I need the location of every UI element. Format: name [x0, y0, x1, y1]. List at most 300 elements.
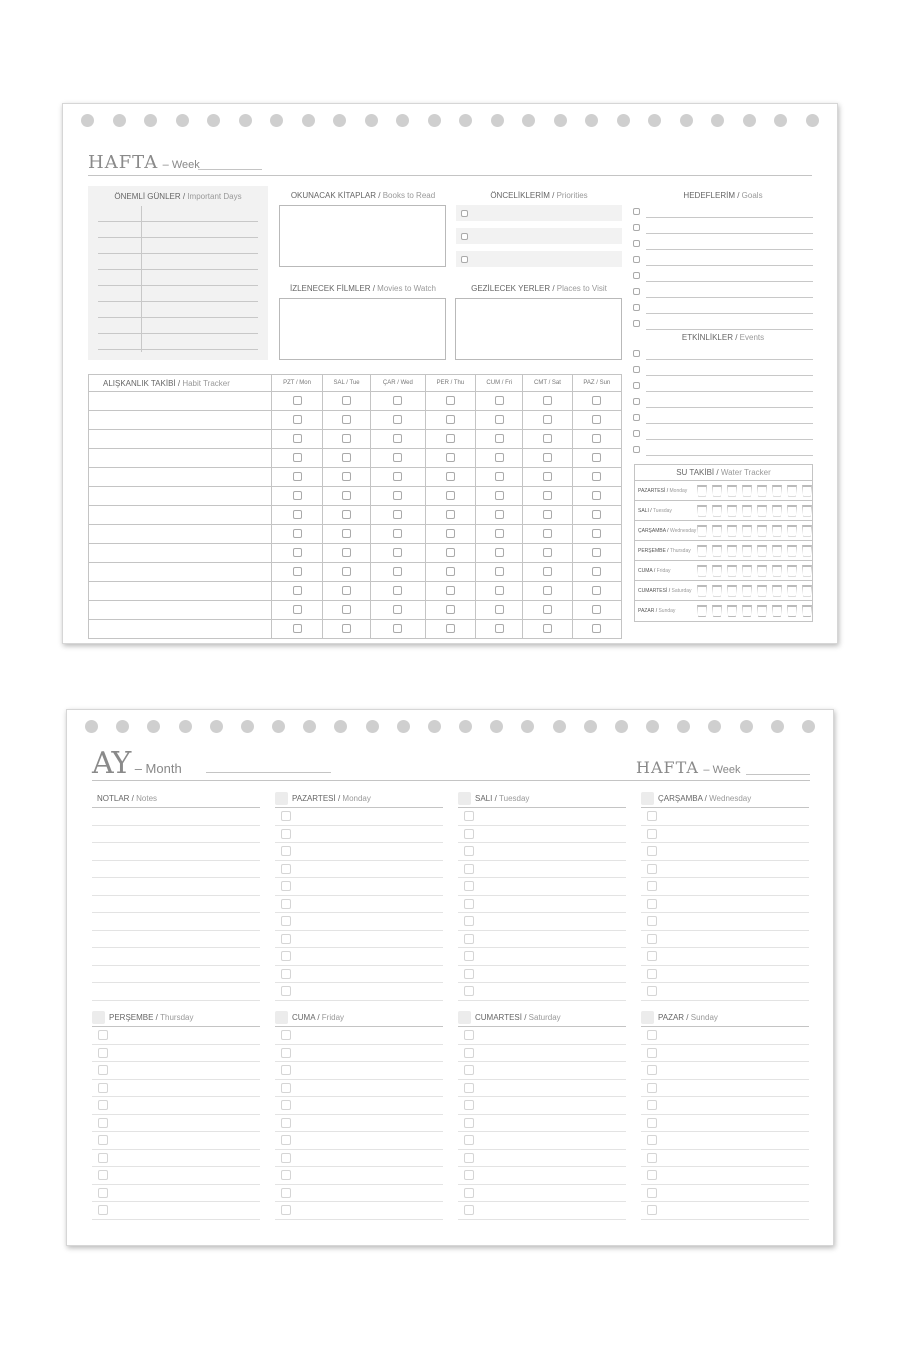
task-checkbox[interactable]	[647, 951, 657, 961]
task-checkbox[interactable]	[464, 899, 474, 909]
habit-checkbox[interactable]	[495, 529, 504, 538]
habit-checkbox[interactable]	[342, 510, 351, 519]
habit-name-cell[interactable]	[89, 392, 272, 411]
task-checkbox[interactable]	[464, 1170, 474, 1180]
habit-checkbox[interactable]	[393, 548, 402, 557]
important-day-row[interactable]	[98, 302, 258, 318]
water-glass-icon[interactable]	[757, 605, 767, 617]
habit-name-cell[interactable]	[89, 430, 272, 449]
task-checkbox[interactable]	[647, 1135, 657, 1145]
habit-checkbox[interactable]	[446, 529, 455, 538]
task-checkbox[interactable]	[98, 1205, 108, 1215]
checkbox[interactable]	[633, 350, 640, 357]
month-name-line[interactable]	[206, 772, 331, 773]
water-glass-icon[interactable]	[802, 605, 812, 617]
habit-checkbox[interactable]	[592, 491, 601, 500]
water-glass-icon[interactable]	[772, 545, 782, 557]
water-glass-icon[interactable]	[757, 525, 767, 537]
checkbox[interactable]	[461, 210, 468, 217]
task-checkbox[interactable]	[464, 1205, 474, 1215]
habit-name-cell[interactable]	[89, 601, 272, 620]
habit-checkbox[interactable]	[446, 605, 455, 614]
habit-checkbox[interactable]	[592, 472, 601, 481]
habit-checkbox[interactable]	[293, 434, 302, 443]
water-glass-icon[interactable]	[712, 585, 722, 597]
water-glass-icon[interactable]	[697, 605, 707, 617]
habit-checkbox[interactable]	[543, 548, 552, 557]
note-line[interactable]	[92, 861, 260, 879]
water-glass-icon[interactable]	[787, 545, 797, 557]
habit-checkbox[interactable]	[543, 415, 552, 424]
goal-line[interactable]	[646, 218, 813, 234]
habit-checkbox[interactable]	[495, 510, 504, 519]
note-line[interactable]	[92, 826, 260, 844]
event-line[interactable]	[646, 344, 813, 360]
task-checkbox[interactable]	[281, 811, 291, 821]
event-item[interactable]	[633, 424, 813, 440]
task-checkbox[interactable]	[281, 846, 291, 856]
habit-checkbox[interactable]	[592, 434, 601, 443]
habit-name-cell[interactable]	[89, 620, 272, 639]
habit-checkbox[interactable]	[393, 472, 402, 481]
important-day-row[interactable]	[98, 238, 258, 254]
habit-checkbox[interactable]	[293, 472, 302, 481]
water-glass-icon[interactable]	[787, 605, 797, 617]
checkbox[interactable]	[633, 304, 640, 311]
task-checkbox[interactable]	[647, 846, 657, 856]
task-checkbox[interactable]	[281, 1188, 291, 1198]
event-line[interactable]	[646, 408, 813, 424]
habit-checkbox[interactable]	[446, 510, 455, 519]
goal-item[interactable]	[633, 314, 813, 330]
water-glass-icon[interactable]	[742, 565, 752, 577]
goal-line[interactable]	[646, 202, 813, 218]
habit-checkbox[interactable]	[543, 491, 552, 500]
habit-checkbox[interactable]	[543, 567, 552, 576]
task-checkbox[interactable]	[647, 1153, 657, 1163]
task-checkbox[interactable]	[464, 1048, 474, 1058]
water-glass-icon[interactable]	[697, 585, 707, 597]
event-line[interactable]	[646, 360, 813, 376]
habit-checkbox[interactable]	[543, 586, 552, 595]
habit-checkbox[interactable]	[592, 548, 601, 557]
habit-checkbox[interactable]	[446, 548, 455, 557]
habit-checkbox[interactable]	[495, 472, 504, 481]
habit-checkbox[interactable]	[293, 491, 302, 500]
task-checkbox[interactable]	[647, 969, 657, 979]
water-glass-icon[interactable]	[742, 605, 752, 617]
water-glass-icon[interactable]	[727, 505, 737, 517]
water-glass-icon[interactable]	[742, 485, 752, 497]
task-checkbox[interactable]	[98, 1153, 108, 1163]
water-glass-icon[interactable]	[727, 565, 737, 577]
habit-checkbox[interactable]	[495, 491, 504, 500]
note-line[interactable]	[92, 931, 260, 949]
habit-checkbox[interactable]	[393, 529, 402, 538]
task-checkbox[interactable]	[647, 934, 657, 944]
checkbox[interactable]	[633, 430, 640, 437]
task-checkbox[interactable]	[98, 1030, 108, 1040]
event-item[interactable]	[633, 440, 813, 456]
task-checkbox[interactable]	[281, 1153, 291, 1163]
note-line[interactable]	[92, 983, 260, 1001]
task-checkbox[interactable]	[647, 1205, 657, 1215]
habit-checkbox[interactable]	[393, 586, 402, 595]
day-checkbox[interactable]	[275, 1011, 288, 1024]
task-checkbox[interactable]	[281, 969, 291, 979]
habit-name-cell[interactable]	[89, 525, 272, 544]
habit-checkbox[interactable]	[592, 510, 601, 519]
note-line[interactable]	[92, 896, 260, 914]
habit-checkbox[interactable]	[293, 529, 302, 538]
habit-checkbox[interactable]	[342, 605, 351, 614]
task-checkbox[interactable]	[647, 899, 657, 909]
water-glass-icon[interactable]	[697, 505, 707, 517]
habit-checkbox[interactable]	[393, 396, 402, 405]
habit-checkbox[interactable]	[592, 396, 601, 405]
habit-checkbox[interactable]	[293, 453, 302, 462]
water-glass-icon[interactable]	[802, 505, 812, 517]
task-checkbox[interactable]	[98, 1118, 108, 1128]
checkbox[interactable]	[633, 398, 640, 405]
habit-checkbox[interactable]	[592, 586, 601, 595]
event-item[interactable]	[633, 392, 813, 408]
important-day-row[interactable]	[98, 318, 258, 334]
goal-line[interactable]	[646, 250, 813, 266]
checkbox[interactable]	[633, 382, 640, 389]
event-line[interactable]	[646, 440, 813, 456]
habit-name-cell[interactable]	[89, 468, 272, 487]
water-glass-icon[interactable]	[772, 485, 782, 497]
day-checkbox[interactable]	[458, 792, 471, 805]
habit-name-cell[interactable]	[89, 544, 272, 563]
task-checkbox[interactable]	[464, 1135, 474, 1145]
habit-checkbox[interactable]	[543, 396, 552, 405]
day-checkbox[interactable]	[458, 1011, 471, 1024]
water-glass-icon[interactable]	[742, 505, 752, 517]
habit-checkbox[interactable]	[592, 624, 601, 633]
task-checkbox[interactable]	[647, 1048, 657, 1058]
goal-item[interactable]	[633, 282, 813, 298]
task-checkbox[interactable]	[647, 1188, 657, 1198]
goal-line[interactable]	[646, 282, 813, 298]
task-checkbox[interactable]	[281, 864, 291, 874]
task-checkbox[interactable]	[647, 811, 657, 821]
task-checkbox[interactable]	[647, 1100, 657, 1110]
habit-checkbox[interactable]	[393, 605, 402, 614]
habit-checkbox[interactable]	[293, 510, 302, 519]
water-glass-icon[interactable]	[712, 565, 722, 577]
goal-line[interactable]	[646, 298, 813, 314]
task-checkbox[interactable]	[281, 1048, 291, 1058]
priority-item[interactable]	[456, 251, 622, 267]
task-checkbox[interactable]	[281, 1135, 291, 1145]
task-checkbox[interactable]	[647, 864, 657, 874]
checkbox[interactable]	[633, 256, 640, 263]
task-checkbox[interactable]	[281, 899, 291, 909]
habit-checkbox[interactable]	[543, 472, 552, 481]
checkbox[interactable]	[633, 414, 640, 421]
habit-checkbox[interactable]	[342, 434, 351, 443]
task-checkbox[interactable]	[464, 1030, 474, 1040]
water-glass-icon[interactable]	[802, 525, 812, 537]
event-line[interactable]	[646, 424, 813, 440]
water-glass-icon[interactable]	[697, 485, 707, 497]
water-glass-icon[interactable]	[757, 545, 767, 557]
task-checkbox[interactable]	[281, 986, 291, 996]
task-checkbox[interactable]	[281, 881, 291, 891]
task-checkbox[interactable]	[281, 1118, 291, 1128]
event-item[interactable]	[633, 360, 813, 376]
places-box[interactable]	[455, 298, 622, 360]
task-checkbox[interactable]	[464, 1188, 474, 1198]
important-day-row[interactable]	[98, 286, 258, 302]
task-checkbox[interactable]	[281, 1100, 291, 1110]
habit-checkbox[interactable]	[495, 453, 504, 462]
habit-checkbox[interactable]	[393, 567, 402, 576]
habit-checkbox[interactable]	[393, 510, 402, 519]
water-glass-icon[interactable]	[712, 605, 722, 617]
task-checkbox[interactable]	[464, 846, 474, 856]
task-checkbox[interactable]	[647, 1170, 657, 1180]
checkbox[interactable]	[633, 224, 640, 231]
task-checkbox[interactable]	[647, 916, 657, 926]
habit-checkbox[interactable]	[592, 529, 601, 538]
day-checkbox[interactable]	[92, 1011, 105, 1024]
habit-checkbox[interactable]	[592, 605, 601, 614]
water-glass-icon[interactable]	[787, 485, 797, 497]
task-checkbox[interactable]	[464, 1065, 474, 1075]
habit-checkbox[interactable]	[543, 510, 552, 519]
day-checkbox[interactable]	[641, 792, 654, 805]
important-day-row[interactable]	[98, 206, 258, 222]
checkbox[interactable]	[633, 272, 640, 279]
water-glass-icon[interactable]	[802, 565, 812, 577]
event-line[interactable]	[646, 392, 813, 408]
habit-checkbox[interactable]	[293, 605, 302, 614]
task-checkbox[interactable]	[647, 829, 657, 839]
water-glass-icon[interactable]	[772, 525, 782, 537]
priority-item[interactable]	[456, 205, 622, 221]
task-checkbox[interactable]	[464, 864, 474, 874]
checkbox[interactable]	[633, 446, 640, 453]
habit-name-cell[interactable]	[89, 582, 272, 601]
event-item[interactable]	[633, 376, 813, 392]
habit-name-cell[interactable]	[89, 487, 272, 506]
task-checkbox[interactable]	[98, 1135, 108, 1145]
task-checkbox[interactable]	[647, 1065, 657, 1075]
task-checkbox[interactable]	[464, 969, 474, 979]
checkbox[interactable]	[461, 256, 468, 263]
task-checkbox[interactable]	[98, 1048, 108, 1058]
checkbox[interactable]	[461, 233, 468, 240]
goal-line[interactable]	[646, 266, 813, 282]
habit-checkbox[interactable]	[393, 415, 402, 424]
water-glass-icon[interactable]	[772, 565, 782, 577]
task-checkbox[interactable]	[98, 1188, 108, 1198]
day-checkbox[interactable]	[275, 792, 288, 805]
task-checkbox[interactable]	[98, 1083, 108, 1093]
habit-checkbox[interactable]	[495, 434, 504, 443]
task-checkbox[interactable]	[464, 986, 474, 996]
habit-checkbox[interactable]	[495, 586, 504, 595]
habit-checkbox[interactable]	[495, 624, 504, 633]
water-glass-icon[interactable]	[787, 525, 797, 537]
water-glass-icon[interactable]	[712, 545, 722, 557]
habit-checkbox[interactable]	[342, 491, 351, 500]
note-line[interactable]	[92, 843, 260, 861]
goal-item[interactable]	[633, 266, 813, 282]
task-checkbox[interactable]	[98, 1170, 108, 1180]
habit-checkbox[interactable]	[393, 491, 402, 500]
habit-checkbox[interactable]	[446, 624, 455, 633]
water-glass-icon[interactable]	[757, 585, 767, 597]
habit-checkbox[interactable]	[592, 453, 601, 462]
habit-checkbox[interactable]	[446, 396, 455, 405]
checkbox[interactable]	[633, 366, 640, 373]
habit-checkbox[interactable]	[293, 548, 302, 557]
habit-checkbox[interactable]	[293, 415, 302, 424]
water-glass-icon[interactable]	[757, 565, 767, 577]
habit-checkbox[interactable]	[446, 567, 455, 576]
event-line[interactable]	[646, 376, 813, 392]
habit-checkbox[interactable]	[543, 624, 552, 633]
task-checkbox[interactable]	[98, 1100, 108, 1110]
habit-checkbox[interactable]	[293, 586, 302, 595]
task-checkbox[interactable]	[464, 916, 474, 926]
goal-item[interactable]	[633, 218, 813, 234]
water-glass-icon[interactable]	[772, 585, 782, 597]
goal-item[interactable]	[633, 250, 813, 266]
habit-checkbox[interactable]	[446, 491, 455, 500]
note-line[interactable]	[92, 948, 260, 966]
habit-name-cell[interactable]	[89, 411, 272, 430]
water-glass-icon[interactable]	[757, 505, 767, 517]
goal-item[interactable]	[633, 234, 813, 250]
books-box[interactable]	[279, 205, 446, 267]
habit-checkbox[interactable]	[592, 415, 601, 424]
habit-checkbox[interactable]	[495, 415, 504, 424]
task-checkbox[interactable]	[647, 986, 657, 996]
habit-checkbox[interactable]	[495, 396, 504, 405]
habit-checkbox[interactable]	[342, 586, 351, 595]
habit-checkbox[interactable]	[393, 624, 402, 633]
water-glass-icon[interactable]	[787, 565, 797, 577]
task-checkbox[interactable]	[281, 1065, 291, 1075]
habit-checkbox[interactable]	[342, 548, 351, 557]
task-checkbox[interactable]	[281, 1030, 291, 1040]
day-checkbox[interactable]	[641, 1011, 654, 1024]
task-checkbox[interactable]	[281, 829, 291, 839]
task-checkbox[interactable]	[464, 951, 474, 961]
water-glass-icon[interactable]	[742, 585, 752, 597]
week-number-line[interactable]	[198, 169, 262, 170]
important-day-row[interactable]	[98, 254, 258, 270]
habit-checkbox[interactable]	[592, 567, 601, 576]
water-glass-icon[interactable]	[697, 545, 707, 557]
important-day-row[interactable]	[98, 334, 258, 350]
task-checkbox[interactable]	[281, 951, 291, 961]
habit-checkbox[interactable]	[446, 453, 455, 462]
habit-checkbox[interactable]	[446, 586, 455, 595]
water-glass-icon[interactable]	[787, 505, 797, 517]
note-line[interactable]	[92, 966, 260, 984]
habit-checkbox[interactable]	[342, 453, 351, 462]
week-number-line[interactable]	[746, 774, 810, 775]
habit-checkbox[interactable]	[342, 624, 351, 633]
habit-checkbox[interactable]	[446, 434, 455, 443]
habit-checkbox[interactable]	[342, 415, 351, 424]
habit-checkbox[interactable]	[293, 624, 302, 633]
habit-checkbox[interactable]	[342, 529, 351, 538]
task-checkbox[interactable]	[647, 1118, 657, 1128]
task-checkbox[interactable]	[464, 1153, 474, 1163]
task-checkbox[interactable]	[281, 916, 291, 926]
water-glass-icon[interactable]	[697, 565, 707, 577]
water-glass-icon[interactable]	[727, 605, 737, 617]
water-glass-icon[interactable]	[757, 485, 767, 497]
habit-checkbox[interactable]	[495, 567, 504, 576]
task-checkbox[interactable]	[281, 934, 291, 944]
event-item[interactable]	[633, 408, 813, 424]
important-day-row[interactable]	[98, 222, 258, 238]
task-checkbox[interactable]	[464, 1118, 474, 1128]
task-checkbox[interactable]	[281, 1170, 291, 1180]
task-checkbox[interactable]	[647, 1030, 657, 1040]
task-checkbox[interactable]	[464, 881, 474, 891]
task-checkbox[interactable]	[647, 881, 657, 891]
checkbox[interactable]	[633, 320, 640, 327]
movies-box[interactable]	[279, 298, 446, 360]
habit-checkbox[interactable]	[393, 434, 402, 443]
checkbox[interactable]	[633, 288, 640, 295]
priority-item[interactable]	[456, 228, 622, 244]
goal-line[interactable]	[646, 314, 813, 330]
habit-checkbox[interactable]	[342, 396, 351, 405]
habit-name-cell[interactable]	[89, 506, 272, 525]
water-glass-icon[interactable]	[727, 585, 737, 597]
task-checkbox[interactable]	[281, 1083, 291, 1093]
goal-item[interactable]	[633, 202, 813, 218]
water-glass-icon[interactable]	[727, 485, 737, 497]
water-glass-icon[interactable]	[712, 505, 722, 517]
water-glass-icon[interactable]	[727, 545, 737, 557]
habit-checkbox[interactable]	[446, 472, 455, 481]
water-glass-icon[interactable]	[802, 545, 812, 557]
task-checkbox[interactable]	[464, 829, 474, 839]
habit-checkbox[interactable]	[543, 453, 552, 462]
water-glass-icon[interactable]	[772, 605, 782, 617]
water-glass-icon[interactable]	[802, 485, 812, 497]
note-line[interactable]	[92, 808, 260, 826]
note-line[interactable]	[92, 913, 260, 931]
habit-checkbox[interactable]	[543, 529, 552, 538]
task-checkbox[interactable]	[464, 811, 474, 821]
water-glass-icon[interactable]	[742, 545, 752, 557]
goal-line[interactable]	[646, 234, 813, 250]
task-checkbox[interactable]	[647, 1083, 657, 1093]
habit-checkbox[interactable]	[293, 567, 302, 576]
water-glass-icon[interactable]	[712, 525, 722, 537]
event-item[interactable]	[633, 344, 813, 360]
habit-checkbox[interactable]	[342, 567, 351, 576]
water-glass-icon[interactable]	[742, 525, 752, 537]
checkbox[interactable]	[633, 208, 640, 215]
habit-checkbox[interactable]	[393, 453, 402, 462]
task-checkbox[interactable]	[464, 1100, 474, 1110]
habit-checkbox[interactable]	[446, 415, 455, 424]
habit-checkbox[interactable]	[342, 472, 351, 481]
